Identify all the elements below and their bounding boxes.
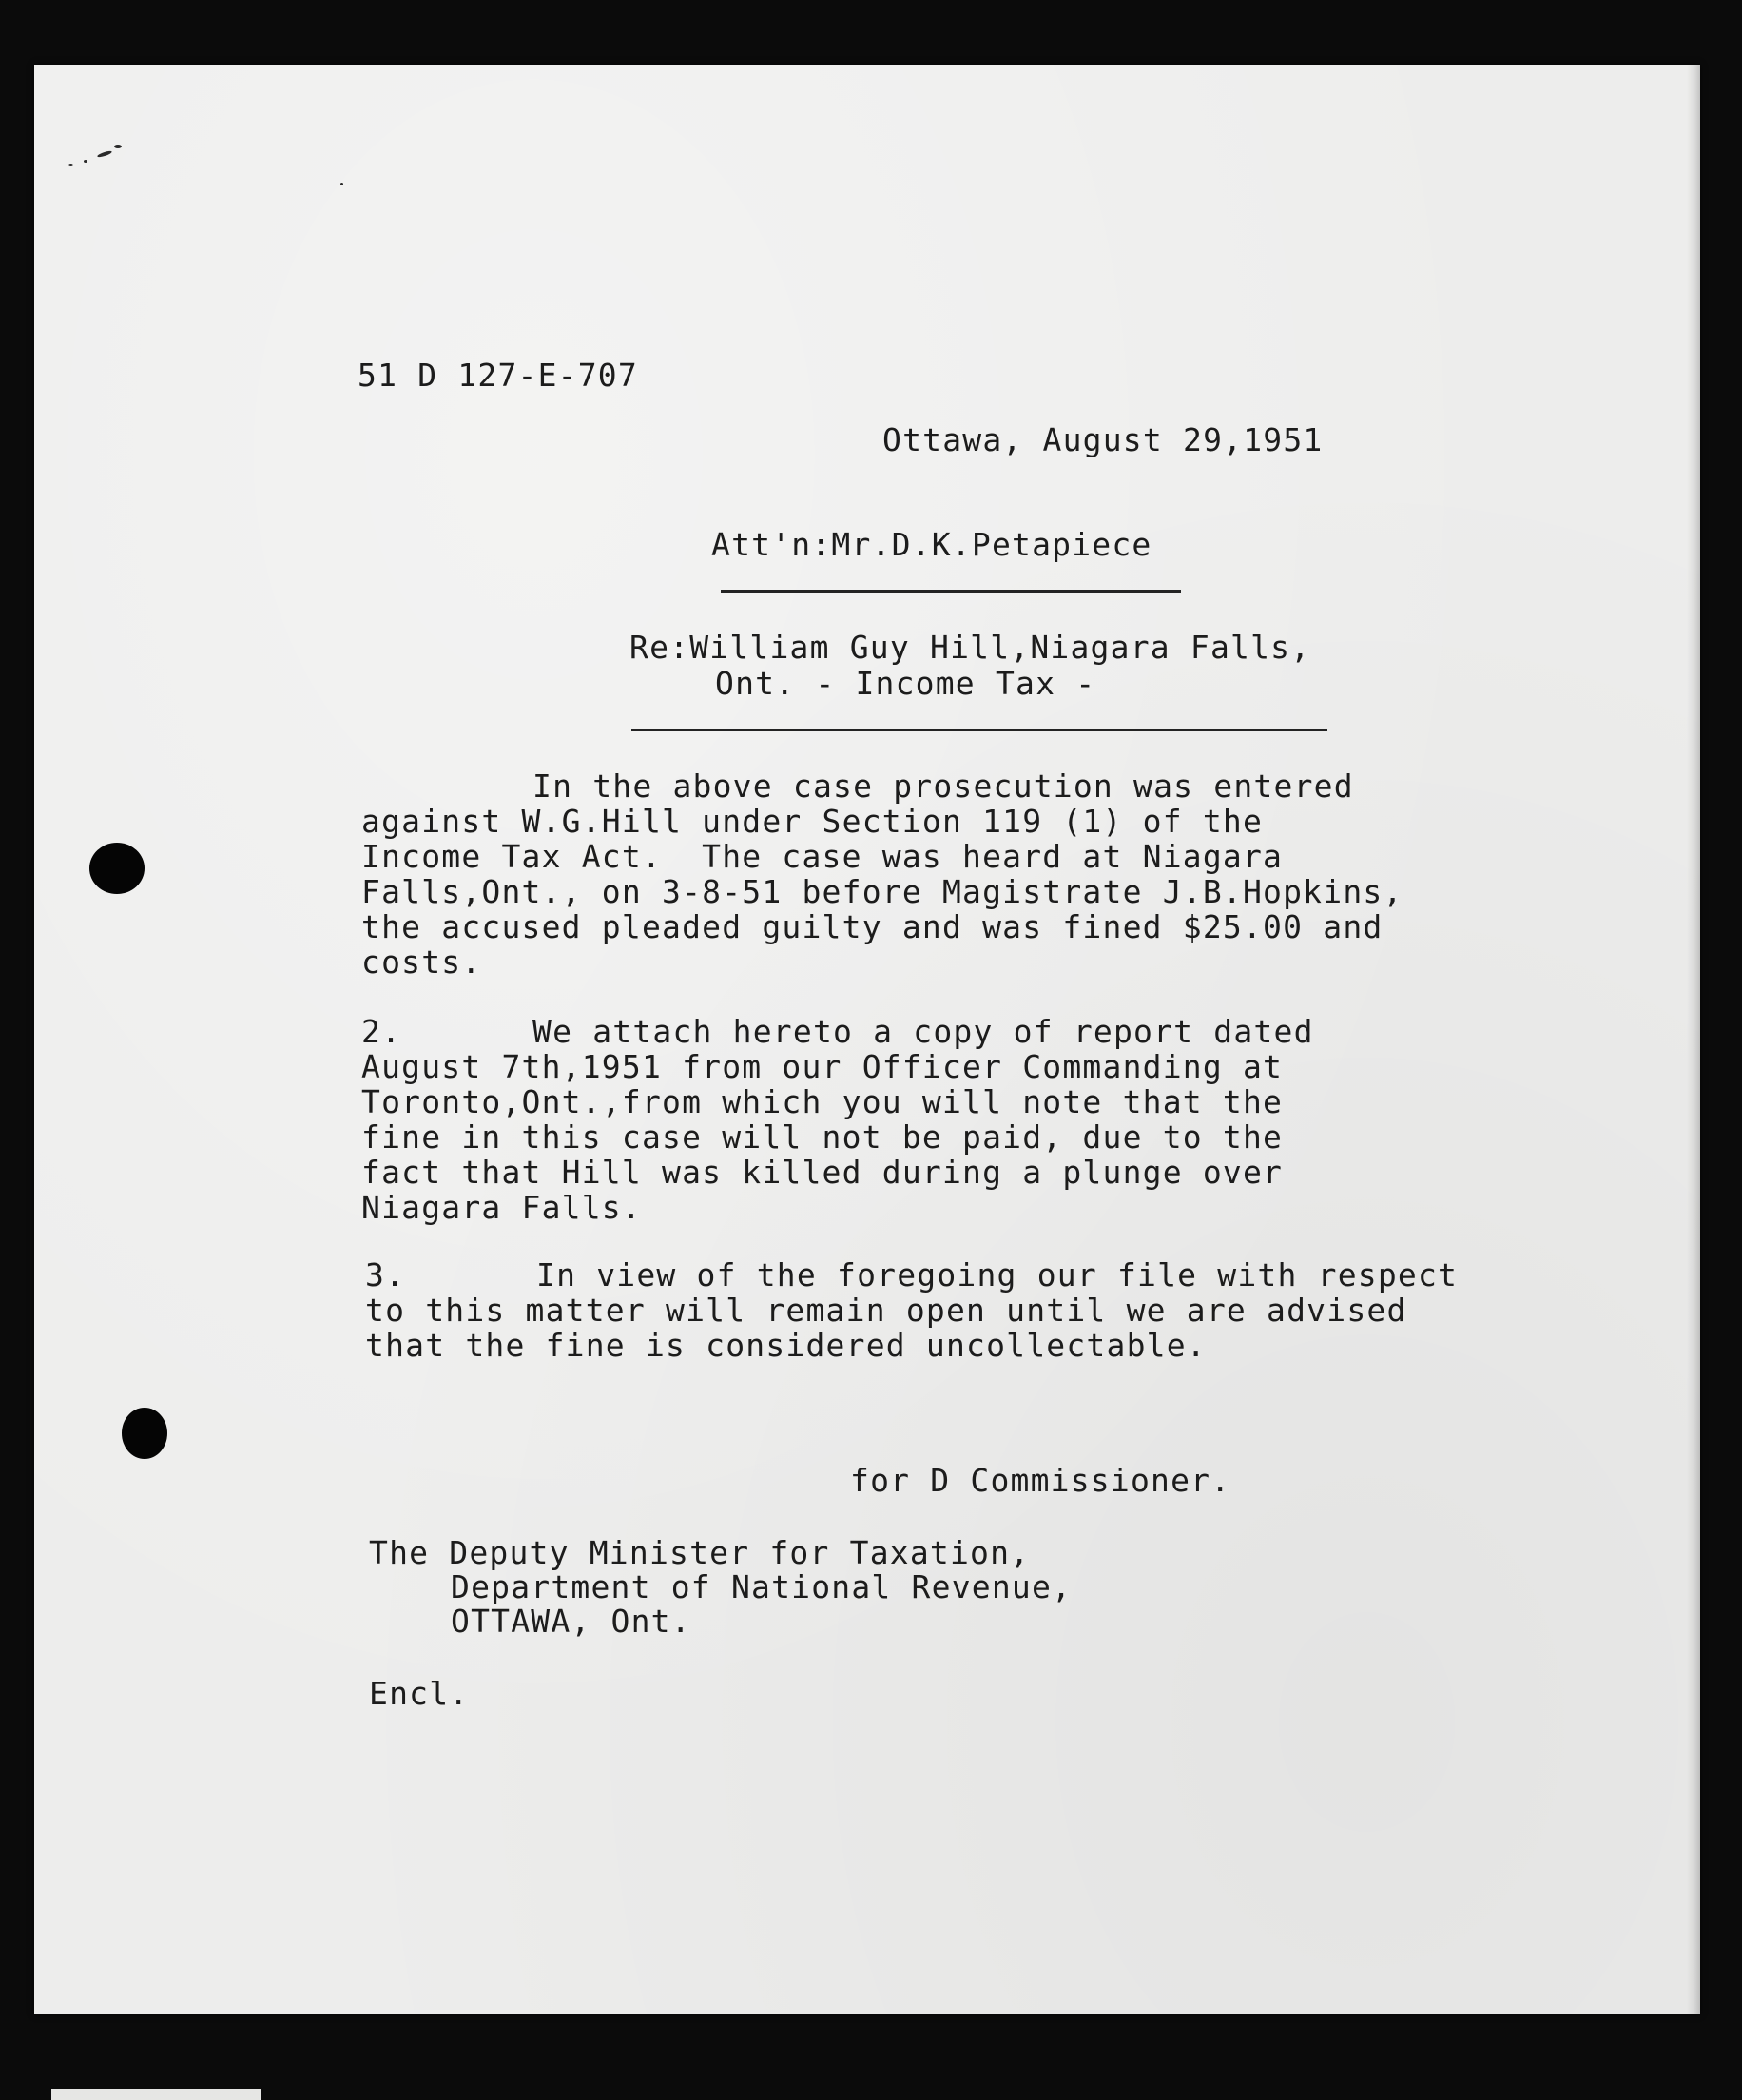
paragraph-2-line: Niagara Falls. [361, 1189, 642, 1226]
paragraph-2-line: Toronto,Ont.,from which you will note that the [361, 1083, 1284, 1120]
paragraph-2-line: fine in this case will not be paid, due to the [361, 1118, 1284, 1156]
paragraph-1-line: Falls,Ont., on 3-8-51 before Magistrate J.B.Hopkins, [361, 873, 1403, 910]
signature-line: for D Commissioner. [850, 1462, 1231, 1499]
paragraph-3-line: that the fine is considered uncollectable. [365, 1327, 1207, 1364]
enclosure-note: Encl. [369, 1675, 470, 1712]
paragraph-2-line: August 7th,1951 from our Officer Commanding at [361, 1048, 1284, 1085]
scanner-tab [51, 2089, 261, 2100]
paragraph-1-line: the accused pleaded guilty and was fined $25.00 and [361, 908, 1384, 945]
paragraph-2-line: fact that Hill was killed during a plunge over [361, 1154, 1284, 1191]
paragraph-1-line: costs. [361, 943, 482, 981]
address-line: Department of National Revenue, [451, 1568, 1073, 1605]
address-line: OTTAWA, Ont. [451, 1603, 691, 1640]
paragraph-2-number: 2. [361, 1013, 402, 1050]
re-line-1: Re:William Guy Hill,Niagara Falls, [629, 629, 1311, 666]
paragraph-1-line: Income Tax Act. The case was heard at Niagara [361, 838, 1284, 875]
ink-speck [340, 183, 343, 185]
paragraph-1-line: In the above case prosecution was entered [532, 768, 1354, 805]
punch-hole-bottom [122, 1408, 167, 1459]
paragraph-3-line: In view of the foregoing our file with respect [536, 1256, 1459, 1293]
paragraph-1-line: against W.G.Hill under Section 119 (1) of the [361, 803, 1264, 840]
ink-speck [97, 150, 112, 159]
re-line-2: Ont. - Income Tax - [715, 665, 1096, 702]
ink-speck [84, 160, 87, 163]
paper-edge-shadow [1687, 65, 1700, 2014]
paragraph-2-line: We attach hereto a copy of report dated [532, 1013, 1314, 1050]
place-date: Ottawa, August 29,1951 [882, 421, 1324, 458]
paragraph-3-line: to this matter will remain open until we are advised [365, 1292, 1407, 1329]
ink-speck [68, 164, 73, 166]
letter-sheet [34, 65, 1700, 2014]
re-underline [631, 729, 1327, 731]
paragraph-3-number: 3. [365, 1256, 406, 1293]
ink-speck [114, 145, 122, 148]
attention-underline [721, 590, 1181, 593]
attention-line: Att'n:Mr.D.K.Petapiece [711, 526, 1152, 563]
punch-hole-top [89, 843, 145, 894]
address-line: The Deputy Minister for Taxation, [369, 1534, 1031, 1571]
file-number: 51 D 127-E-707 [358, 357, 638, 394]
